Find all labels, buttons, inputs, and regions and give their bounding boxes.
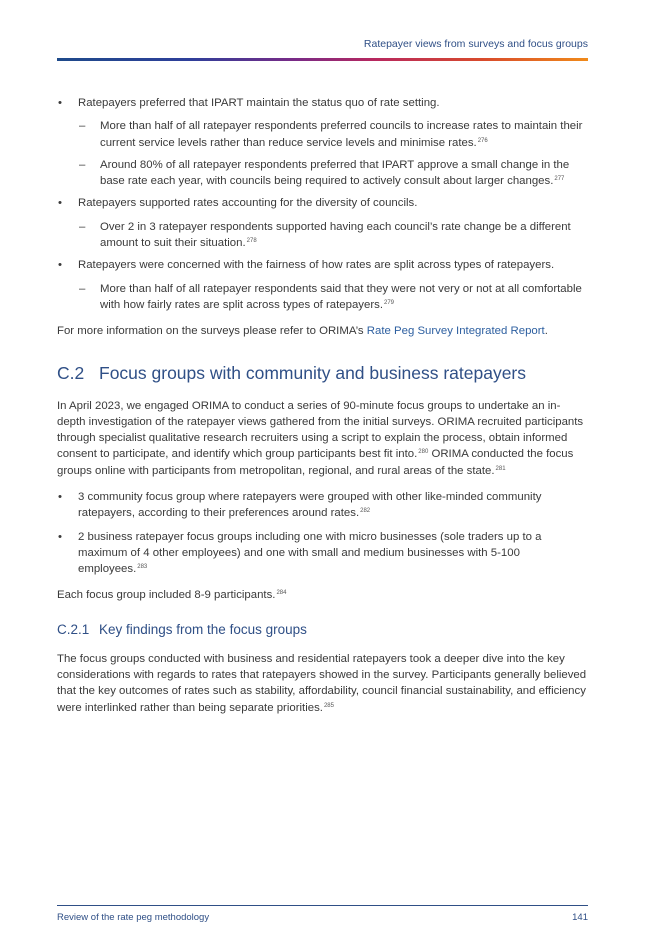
dash-marker: – [79, 282, 86, 295]
bullet-dot: • [58, 97, 62, 109]
sub-bullet-text: More than half of all ratepayer respondents preferred councils to increase rates to maintain their current service levels rather than reduce service levels and minimise rates. [100, 120, 583, 149]
bullet-dot: • [58, 530, 62, 543]
section-number: C.2 [57, 362, 85, 383]
footnote-ref[interactable]: 284 [276, 589, 287, 596]
more-info-paragraph [57, 323, 588, 339]
bullet-text: 2 business ratepayer focus groups including one with micro businesses (sole traders up to a maximum of 4 other employees) and one with small and medium businesses with 5-100 employees. [78, 530, 542, 576]
sub-bullet-item [57, 219, 588, 252]
page-body [57, 95, 588, 726]
bullet-dot: • [58, 259, 62, 272]
sub-bullet-text: More than half of all ratepayer respondents said that they were not very or not at all comfortable with how fairly rates are split across types of ratepayers. [100, 282, 582, 311]
bullet-text: Ratepayers preferred that IPART maintain the status quo of rate setting. [78, 97, 440, 109]
focus-groups-paragraph [57, 398, 588, 479]
footnote-ref[interactable]: 276 [477, 137, 488, 144]
participants-paragraph [57, 587, 588, 603]
paragraph-text: ORIMA conducted the focus groups online with participants from metropolitan, regional, and rural areas of the state. [57, 448, 574, 477]
footnote-ref[interactable]: 278 [246, 238, 257, 245]
dash-marker: – [79, 220, 86, 233]
paragraph-text: The focus groups conducted with business and residential ratepayers took a deeper dive into the key considerations with regards to rates that ratepayers showed in the survey. Participants generally believed that the key outcomes of rates such as stability, affordability, council financial sustainability, and efficiency were interlinked rather than being separate priorities. [57, 652, 587, 714]
header-gradient-rule [57, 58, 588, 61]
section-heading-c21 [57, 621, 588, 639]
bullet-dot: • [58, 197, 62, 210]
footer-rule [57, 905, 588, 906]
bullet-text: 3 community focus group where ratepayers were grouped with other like-minded community ratepayers, according to their preferences around rates. [78, 491, 542, 520]
footnote-ref[interactable]: 279 [383, 299, 394, 306]
sub-bullet-text: Over 2 in 3 ratepayer respondents supported having each council’s rate change be a different amount to suit their situation. [100, 220, 571, 250]
section-title: Focus groups with community and business ratepayers [99, 362, 527, 383]
footnote-ref[interactable]: 283 [137, 564, 148, 571]
page-number: 141 [572, 912, 588, 923]
paragraph-text: In April 2023, we engaged ORIMA to conduct a series of 90-minute focus groups to undertake an in-depth investigation of the ratepayer views gathered from the initial surveys. ORIMA recruited participants through specialist qualitative research recruiters using a script to explain the process, obtain informed consent to participate, and identify which group participants best fit into. [57, 399, 584, 461]
paragraph-text: Each focus group included 8-9 participants. [57, 588, 276, 601]
more-info-suffix: . [544, 325, 548, 338]
sub-bullet-item [57, 281, 588, 314]
bullet-item [57, 489, 588, 522]
sub-bullet-text: Around 80% of all ratepayer respondents preferred that IPART approve a small change in the base rate each year, with councils being required to actively consult about larger changes. [100, 158, 570, 188]
section-number: C.2.1 [57, 621, 90, 637]
dash-marker: – [79, 120, 86, 133]
bullet-text: Ratepayers were concerned with the fairness of how rates are split across types of ratepayers. [78, 259, 555, 272]
sub-bullet-item [57, 118, 588, 151]
footnote-ref[interactable]: 280 [418, 449, 429, 456]
bullet-item [57, 95, 588, 111]
section-title: Key findings from the focus groups [99, 621, 307, 637]
sub-bullet-item [57, 157, 588, 190]
bullet-text: Ratepayers supported rates accounting for the diversity of councils. [78, 197, 418, 210]
bullet-item [57, 195, 588, 211]
key-findings-paragraph [57, 651, 588, 716]
footnote-ref[interactable]: 281 [495, 465, 506, 472]
footnote-ref[interactable]: 285 [323, 702, 334, 709]
bullet-dot: • [58, 491, 62, 504]
running-header: Ratepayer views from surveys and focus groups [363, 38, 588, 50]
dash-marker: – [79, 158, 86, 171]
footer-document-title: Review of the rate peg methodology [57, 912, 210, 923]
footnote-ref[interactable]: 277 [554, 176, 565, 183]
survey-report-link[interactable]: Rate Peg Survey Integrated Report [366, 325, 545, 338]
footnote-ref[interactable]: 282 [360, 508, 371, 515]
bullet-item [57, 529, 588, 578]
section-heading-c2 [57, 362, 588, 384]
bullet-item [57, 257, 588, 273]
more-info-prefix: For more information on the surveys please refer to ORIMA’s [57, 325, 367, 338]
